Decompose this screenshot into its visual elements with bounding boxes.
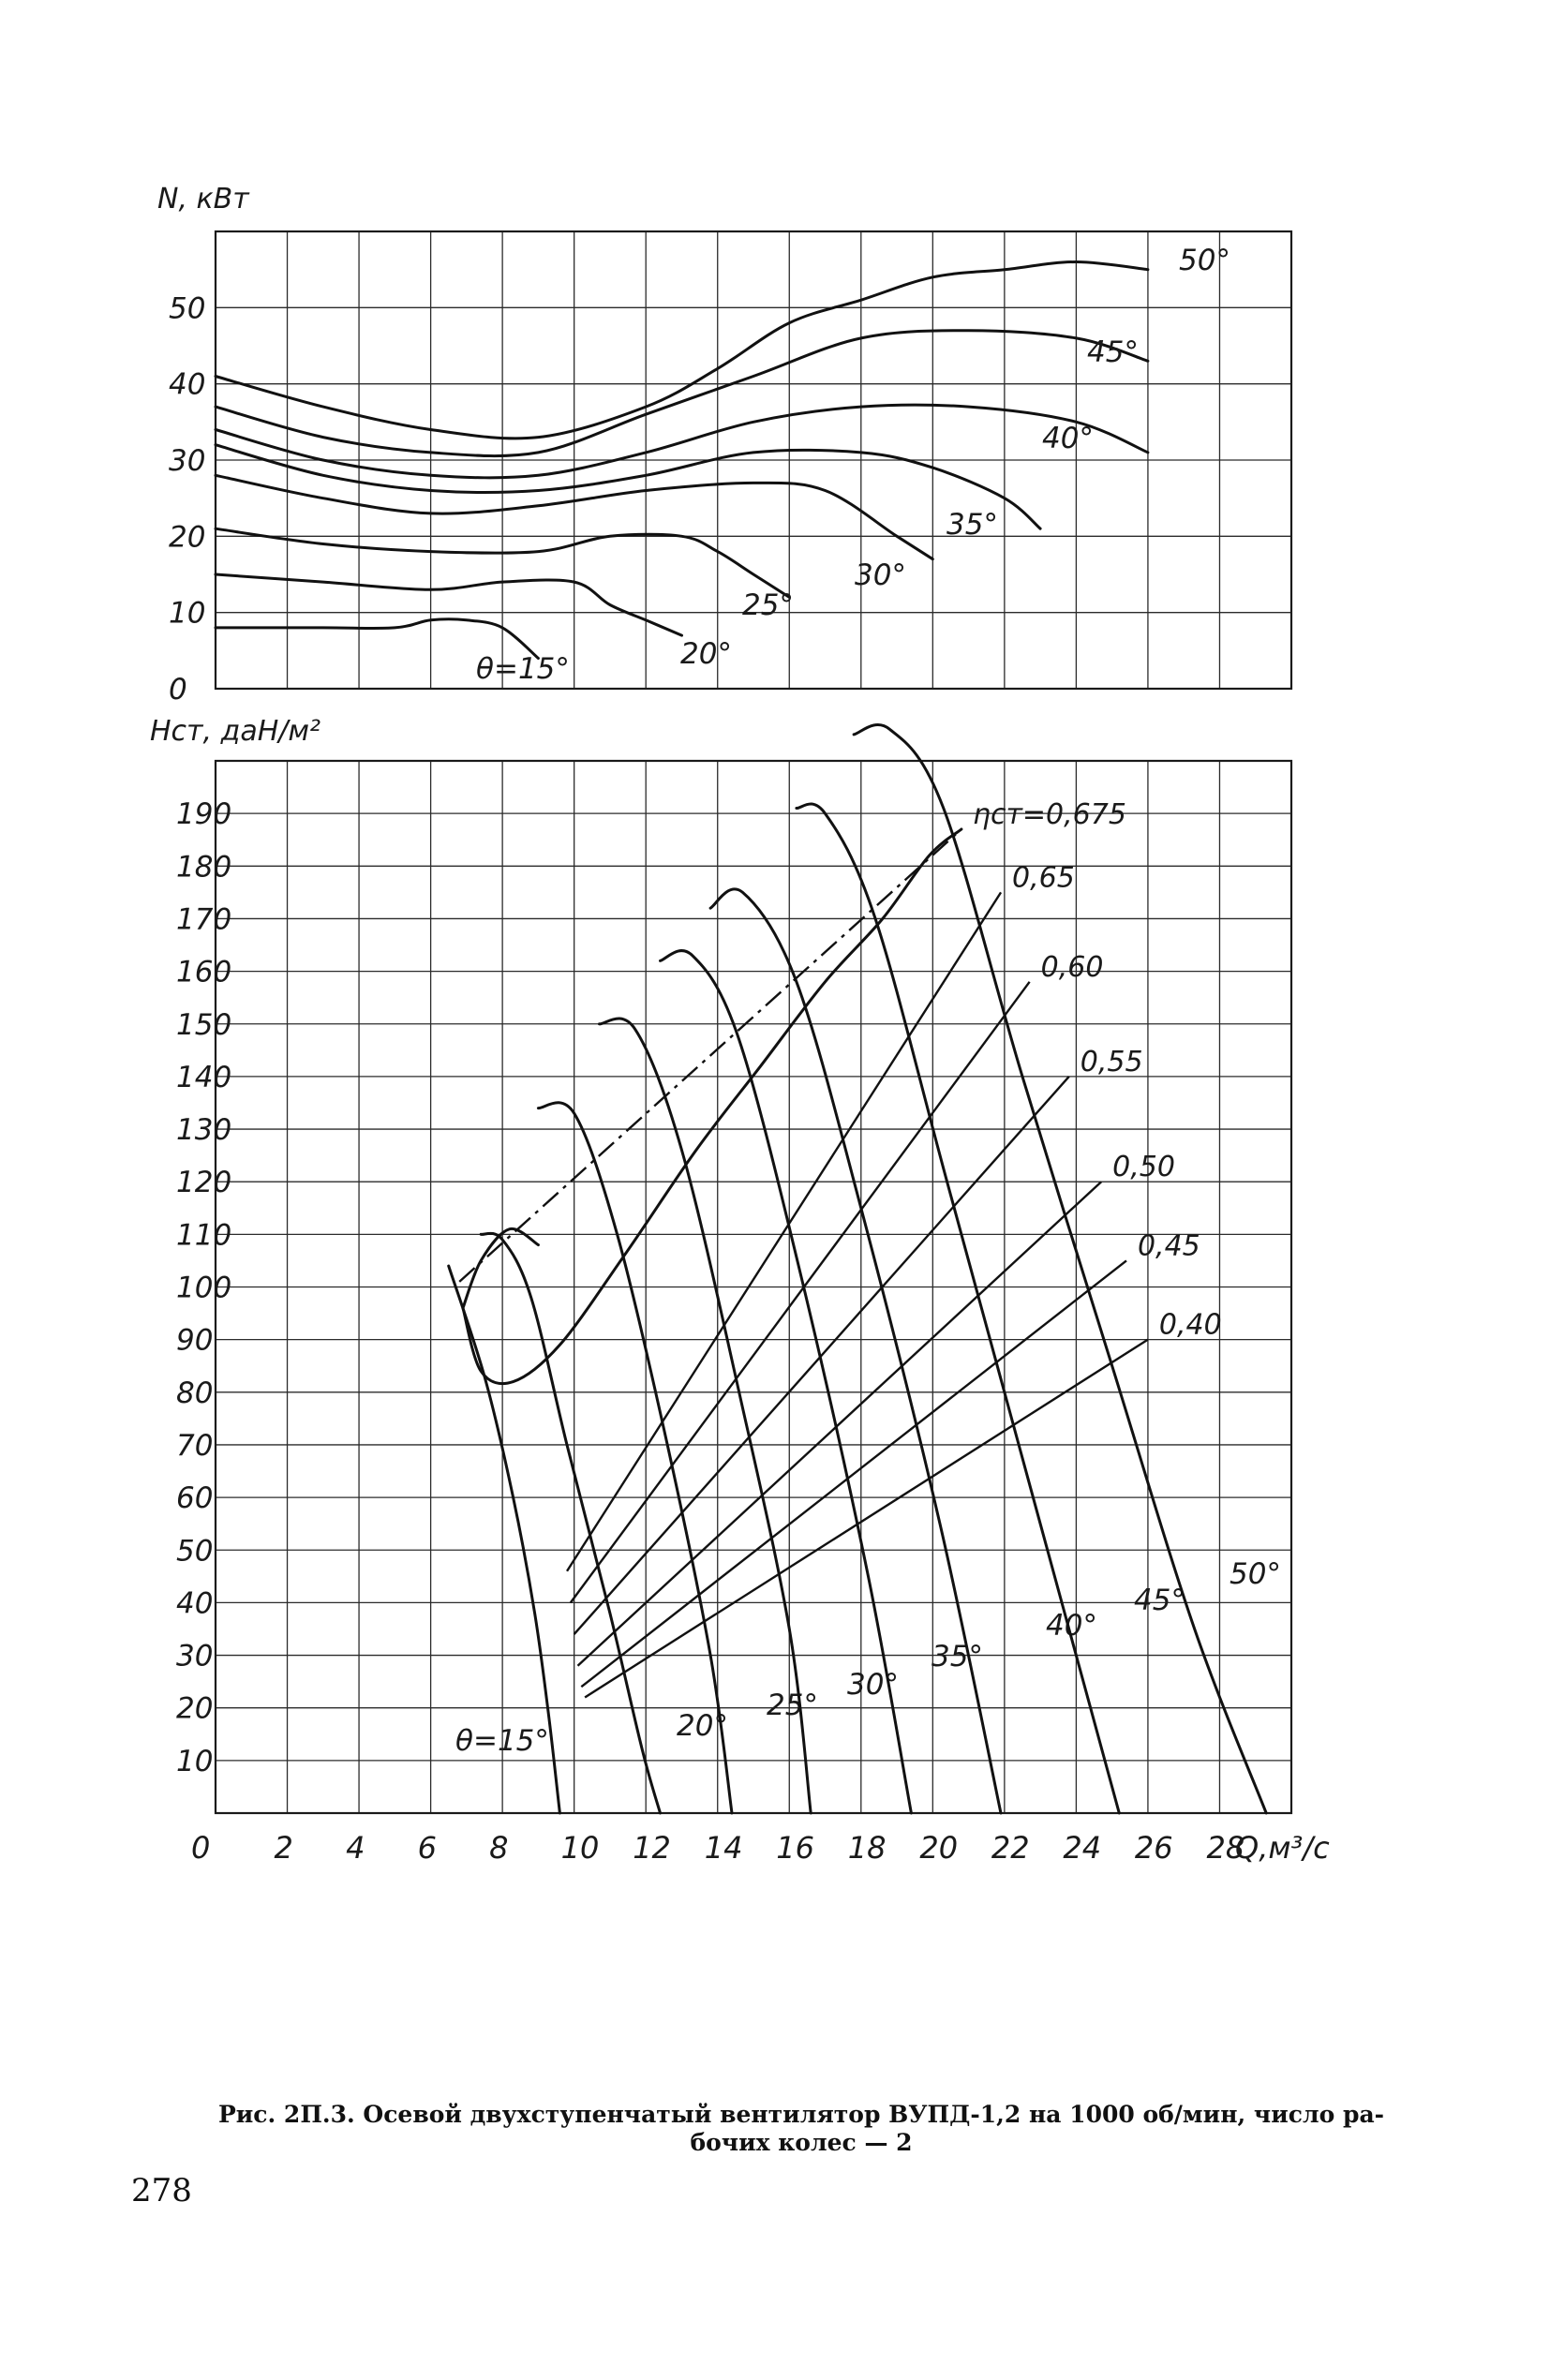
pressure-y-tick-label: 150	[176, 1007, 232, 1042]
flow-x-tick-label: 2	[274, 1830, 293, 1866]
power-y-tick-label: 50	[169, 291, 206, 326]
flow-x-tick-label: 22	[991, 1830, 1030, 1866]
power-curve-label: 20°	[680, 637, 732, 671]
flow-x-tick-label: 24	[1063, 1830, 1102, 1866]
efficiency-loop	[463, 829, 961, 1384]
efficiency-line	[567, 892, 1001, 1570]
flow-x-tick-label: 26	[1134, 1830, 1173, 1866]
flow-x-tick-label: 18	[847, 1830, 887, 1866]
figure-caption	[197, 2101, 1406, 2157]
power-y-tick-label: 40	[169, 367, 206, 402]
pressure-y-tick-label: 90	[176, 1323, 214, 1358]
power-curve-label: θ=15°	[476, 652, 570, 686]
pressure-curve-label: 40°	[1046, 1609, 1097, 1643]
pressure-y-tick-label: 100	[176, 1271, 232, 1305]
power-y-tick-label: 0	[169, 673, 187, 707]
efficiency-line-label: 0,40	[1158, 1308, 1222, 1342]
pressure-y-tick-label: 30	[176, 1639, 214, 1673]
power-y-tick-label: 30	[169, 444, 206, 478]
flow-x-tick-label: 28	[1206, 1830, 1245, 1866]
pressure-y-tick-label: 120	[176, 1166, 232, 1200]
efficiency-line-label: 0,45	[1137, 1229, 1200, 1263]
pressure-curve-label: θ=15°	[455, 1724, 549, 1758]
pressure-curve-label: 45°	[1134, 1584, 1185, 1617]
flow-x-tick-label: 6	[417, 1830, 437, 1866]
power-curves	[216, 244, 1230, 686]
pressure-y-tick-label: 110	[176, 1218, 232, 1253]
power-curve-label: 40°	[1042, 422, 1094, 455]
power-curve-label: 35°	[946, 508, 998, 542]
pressure-y-tick-label: 190	[176, 797, 232, 832]
pressure-y-tick-label: 50	[176, 1534, 214, 1569]
pressure-y-tick-label: 40	[176, 1586, 214, 1621]
caption-line-2: бочих колес — 2	[690, 2129, 913, 2156]
pressure-curve-label: 20°	[677, 1709, 728, 1743]
power-curve	[216, 331, 1148, 456]
pressure-y-tick-label: 130	[176, 1113, 232, 1148]
power-curve-label: 50°	[1179, 244, 1230, 277]
pressure-y-tick-label: 170	[176, 902, 232, 937]
caption-line-1: Рис. 2П.3. Осевой двухступенчатый вентилятор ВУПД-1,2 на 1000 об/мин, число ра-	[217, 2101, 1385, 2128]
power-y-tick-label: 20	[169, 520, 206, 555]
pressure-curve	[538, 1103, 732, 1813]
power-curve	[216, 574, 682, 635]
efficiency-line-label: 0,55	[1080, 1045, 1143, 1078]
pressure-curves	[449, 725, 1281, 1813]
pressure-y-tick-label: 60	[176, 1481, 214, 1516]
pressure-y-tick-label: 140	[176, 1060, 232, 1094]
flow-axis-label: Q,м³/с	[1235, 1830, 1330, 1866]
pressure-y-tick-label: 20	[176, 1691, 214, 1726]
pressure-axis-label: Hст, даН/м²	[150, 715, 321, 748]
power-y-ticks	[169, 291, 205, 707]
pressure-y-tick-label: 180	[176, 850, 232, 885]
pressure-y-tick-label: 10	[176, 1744, 214, 1778]
pressure-y-tick-label: 70	[176, 1428, 214, 1463]
pressure-curve-label: 50°	[1230, 1557, 1281, 1591]
power-y-tick-label: 10	[169, 596, 206, 631]
flow-x-tick-label: 0	[191, 1830, 211, 1866]
flow-x-tick-label: 8	[489, 1830, 509, 1866]
power-curve	[216, 262, 1148, 439]
efficiency-line	[585, 1340, 1148, 1698]
efficiency-line-label: 0,60	[1040, 950, 1104, 984]
pressure-chart-grid	[216, 761, 1291, 1813]
pressure-y-tick-label: 80	[176, 1376, 214, 1410]
efficiency-line-label: 0,50	[1112, 1151, 1175, 1184]
page-number: 278	[131, 2172, 192, 2209]
flow-x-tick-label: 14	[704, 1830, 743, 1866]
pressure-curve-label: 35°	[931, 1640, 983, 1673]
flow-x-tick-label: 4	[346, 1830, 365, 1866]
efficiency-line	[577, 1182, 1101, 1666]
efficiency-line	[581, 1260, 1126, 1687]
flow-x-tick-label: 20	[919, 1830, 959, 1866]
power-curve-label: 30°	[855, 558, 906, 592]
efficiency-line	[459, 829, 961, 1282]
pressure-y-tick-label: 160	[176, 955, 232, 989]
efficiency-line-label: 0,65	[1012, 861, 1075, 895]
flow-x-tick-label: 12	[633, 1830, 671, 1866]
pressure-y-ticks	[176, 797, 231, 1778]
pressure-curve-label: 25°	[767, 1688, 818, 1722]
flow-x-tick-label: 16	[776, 1830, 814, 1866]
power-curve-label: 45°	[1087, 335, 1139, 369]
power-axis-label: N, кВт	[157, 183, 249, 216]
efficiency-line-label: ηст=0,675	[972, 797, 1126, 831]
power-curve-label: 25°	[742, 588, 794, 622]
flow-x-ticks	[191, 1830, 1244, 1866]
efficiency-line	[571, 982, 1030, 1603]
flow-x-tick-label: 10	[560, 1830, 600, 1866]
pressure-curve-label: 30°	[847, 1668, 899, 1702]
